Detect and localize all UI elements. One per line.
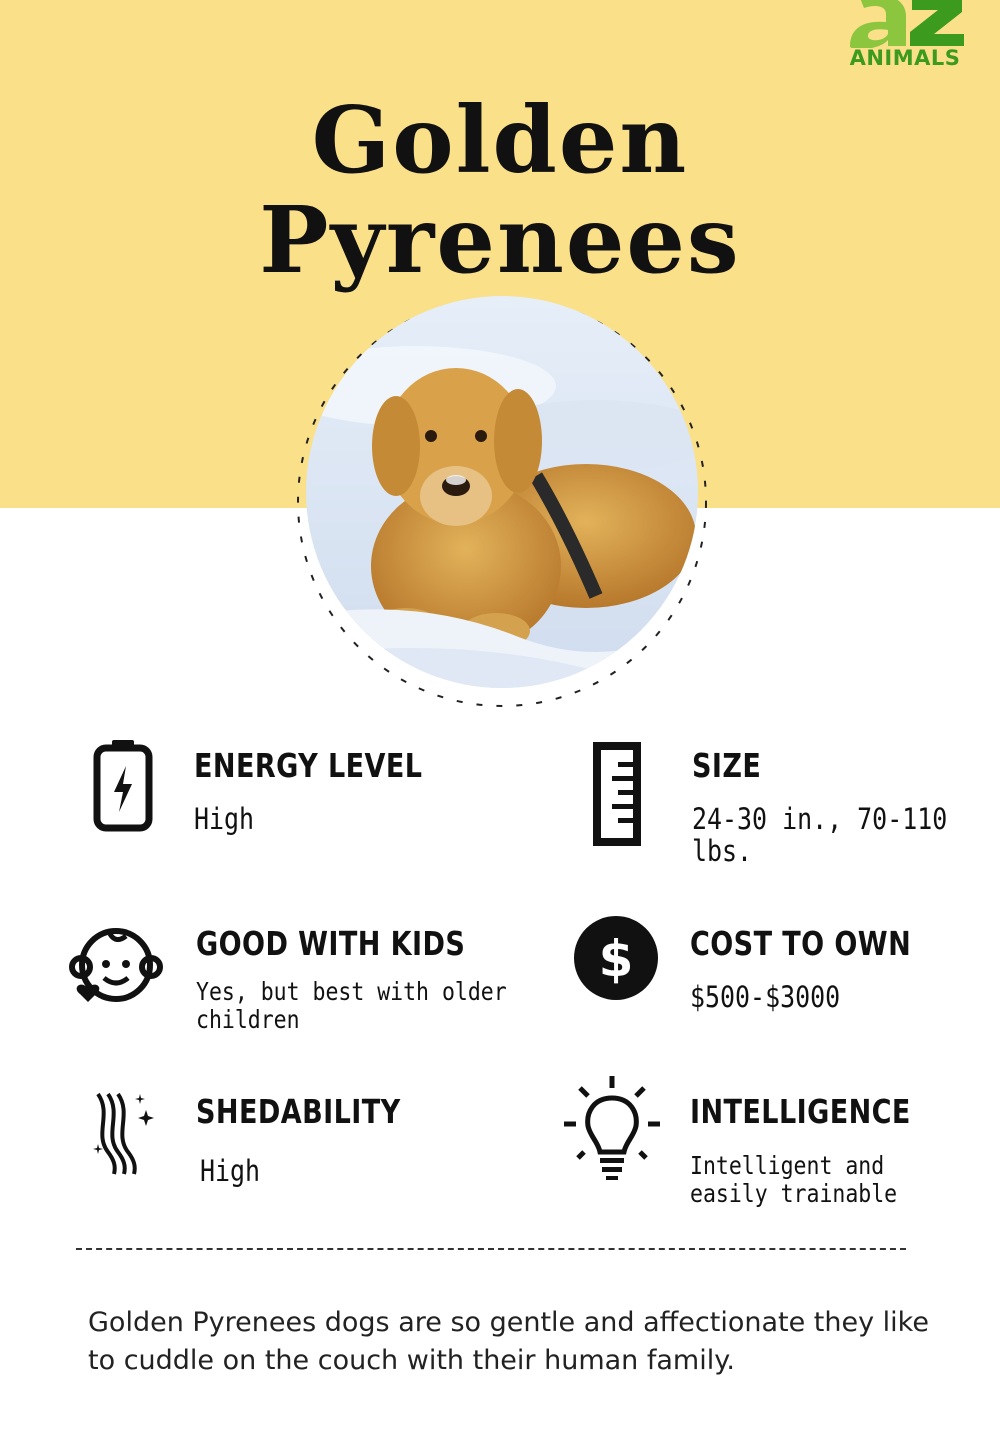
page-title: [0, 86, 1000, 294]
dog-photo: [296, 296, 708, 708]
dollar-icon: [572, 914, 660, 1006]
baby-face-icon: [64, 922, 164, 1012]
shedability-label: SHEDABILITY: [196, 1092, 401, 1131]
good-with-kids-value-line-1: Yes, but best with older: [196, 977, 507, 1006]
good-with-kids-label: GOOD WITH KIDS: [196, 924, 466, 963]
intelligence-value-line-1: Intelligent and: [690, 1151, 885, 1180]
intelligence-value-line-2: easily trainable: [690, 1179, 898, 1208]
battery-icon: [92, 738, 154, 836]
size-value-line-1: 24-30 in., 70-110: [692, 802, 948, 836]
good-with-kids-value-line-2: children: [196, 1005, 300, 1034]
svg-text:$: $: [598, 930, 634, 988]
size-value-line-2: lbs.: [692, 834, 753, 868]
cost-to-own-label: COST TO OWN: [690, 924, 912, 963]
breed-description: Golden Pyrenees dogs are so gentle and affectionate they like to cuddle on the couch with their human family.: [88, 1307, 929, 1376]
ruler-icon: [592, 742, 642, 850]
cost-to-own-value: $500-$3000: [690, 980, 841, 1014]
energy-level-value: High: [194, 802, 255, 836]
title-line-2: Pyrenees: [259, 186, 741, 294]
intelligence-label: INTELLIGENCE: [690, 1092, 911, 1131]
shedability-value: High: [200, 1154, 261, 1188]
az-logo-mark: [846, 0, 966, 48]
lightbulb-icon: [560, 1074, 664, 1186]
section-divider: [76, 1248, 906, 1250]
size-label: SIZE: [692, 746, 762, 785]
energy-level-label: ENERGY LEVEL: [194, 746, 423, 785]
az-animals-logo[interactable]: [840, 0, 970, 78]
logo-text: ANIMALS: [849, 46, 961, 70]
hair-strands-icon: [90, 1090, 158, 1180]
title-line-1: Golden: [311, 86, 689, 194]
